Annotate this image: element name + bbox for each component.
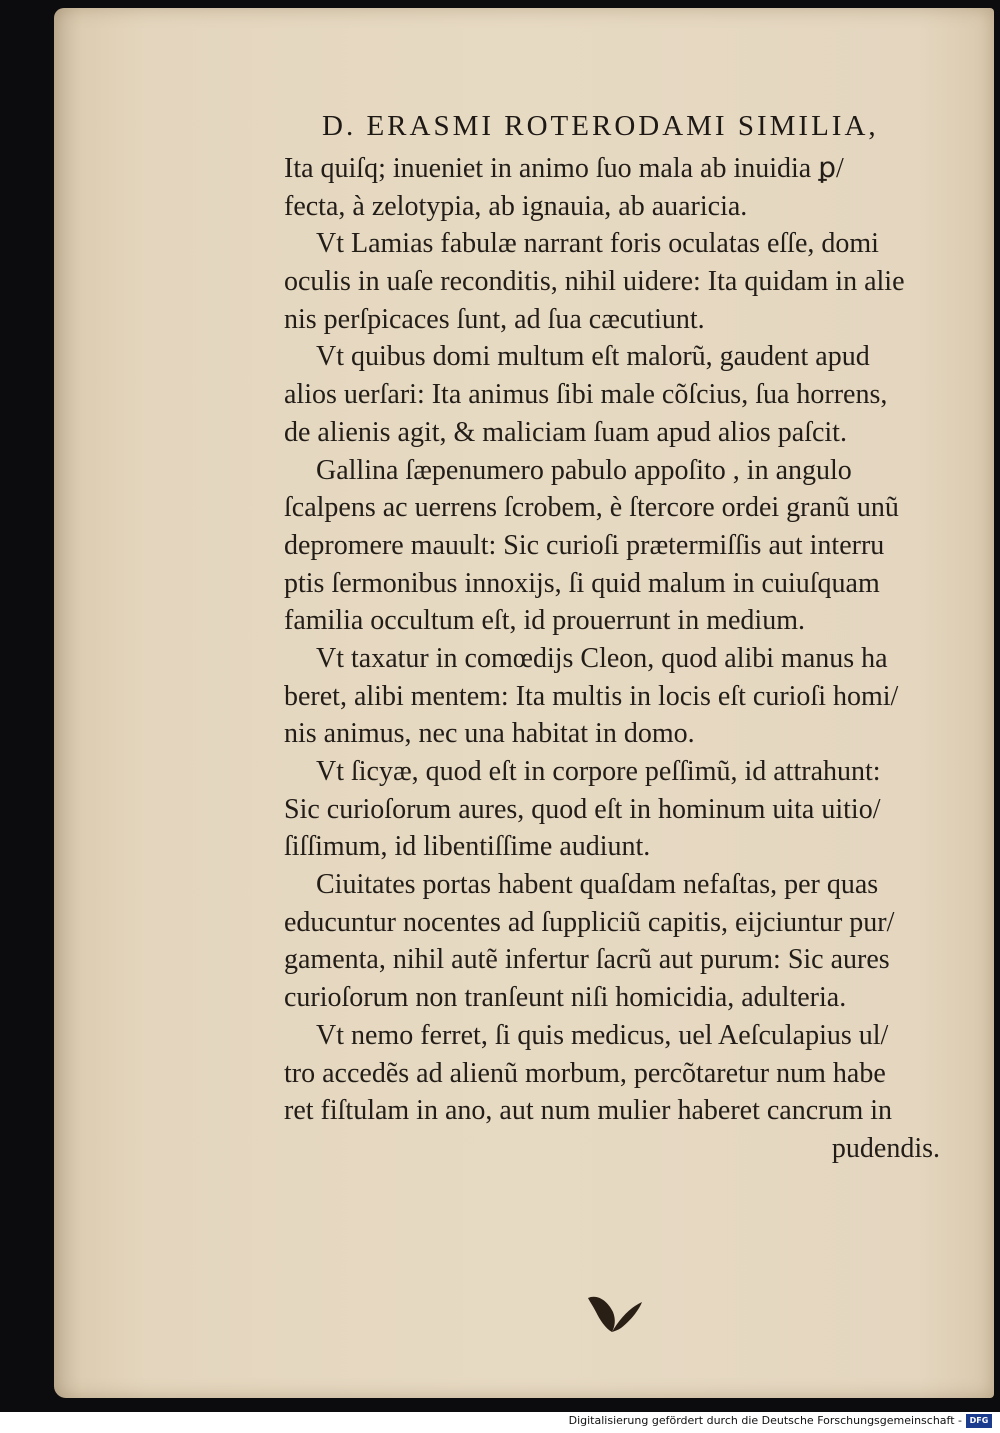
text-line: Vt Lamias fabulæ narrant foris oculatas eſſe, domi bbox=[316, 228, 879, 260]
text-line: fecta, à zelotypia, ab ignauia, ab auaricia. bbox=[284, 190, 748, 222]
dfg-logo: DFG bbox=[966, 1414, 992, 1428]
text-line: familia occultum eſt, id prouerrunt in medium. bbox=[284, 605, 805, 637]
text-line: oculis in uaſe reconditis, nihil uidere: Ita quidam in alie bbox=[284, 266, 905, 298]
text-line: Gallina ſæpenumero pabulo appoſito , in angulo bbox=[316, 454, 852, 486]
text-line: nis animus, nec una habitat in domo. bbox=[284, 718, 695, 750]
text-line: gamenta, nihil autẽ infertur ſacrũ aut purum: Sic aures bbox=[284, 944, 890, 976]
text-line: beret, alibi mentem: Ita multis in locis eſt curioſi homi/ bbox=[284, 680, 899, 712]
text-line: ptis ſermonibus innoxijs, ſi quid malum in cuiuſquam bbox=[284, 567, 880, 599]
text-line: Vt taxatur in comœdijs Cleon, quod alibi manus ha bbox=[316, 642, 888, 674]
running-head: D. ERASMI ROTERODAMI SIMILIA, bbox=[322, 110, 879, 142]
text-line: de alienis agit, & maliciam ſuam apud alios paſcit. bbox=[284, 416, 847, 448]
text-line: pudendis. bbox=[831, 1132, 940, 1164]
text-line: ſiſſimum, id libentiſſime audiunt. bbox=[284, 831, 651, 863]
text-line: Vt quibus domi multum eſt malorũ, gaudent apud bbox=[316, 341, 870, 373]
text-line: Vt ſicyæ, quod eſt in corpore peſſimũ, id attrahunt: bbox=[316, 756, 881, 787]
text-line: Ita quiſq; inueniet in animo ſuo mala ab inuidia ꝑ/ bbox=[284, 153, 844, 184]
text-line: tro accedẽs ad alienũ morbum, percõtaretur num habe bbox=[284, 1057, 886, 1089]
text-block bbox=[284, 150, 974, 1168]
text-line: alios uerſari: Ita animus ſibi male cõſcius, ſua horrens, bbox=[284, 379, 888, 411]
text-line: ret fiſtulam in ano, aut num mulier haberet cancrum in bbox=[284, 1095, 893, 1127]
text-line: Vt nemo ferret, ſi quis medicus, uel Aeſculapius ul/ bbox=[316, 1019, 889, 1051]
text-line: depromere mauult: Sic curioſi prætermiſſis aut interru bbox=[284, 529, 885, 561]
text-line: Ciuitates portas habent quaſdam nefaſtas, per quas bbox=[316, 869, 879, 901]
text-line: educuntur nocentes ad ſuppliciũ capitis, eijciuntur pur/ bbox=[284, 906, 895, 938]
text-line: ſcalpens ac uerrens ſcrobem, è ſtercore ordei granũ unũ bbox=[284, 492, 899, 524]
leaf-ornament-icon bbox=[585, 1290, 645, 1336]
text-line: nis perſpicaces ſunt, ad ſua cæcutiunt. bbox=[284, 303, 705, 335]
text-line: Sic curioſorum aures, quod eſt in hominum uita uitio/ bbox=[284, 793, 881, 825]
text-line: curioſorum non tranſeunt niſi homicidia, adulteria. bbox=[284, 982, 847, 1014]
digitization-credit: Digitalisierung gefördert durch die Deutsche Forschungsgemeinschaft - bbox=[568, 1414, 962, 1427]
